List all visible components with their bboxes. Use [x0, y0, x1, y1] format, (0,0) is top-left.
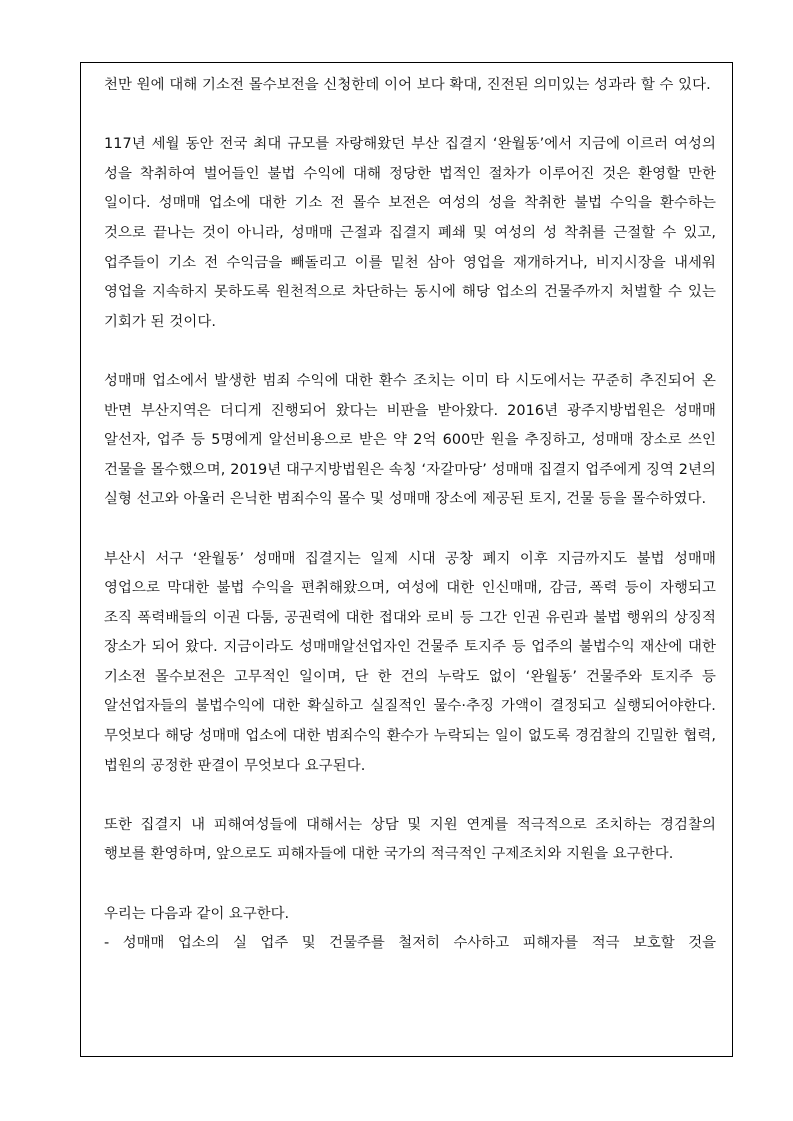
paragraph-busan-history: 부산시 서구 ‘완월동’ 성매매 집결지는 일제 시대 공창 폐지 이후 지금까지도 불법 성매매 영업으로 막대한 불법 수익을 편취해왔으며, 여성에 대한 인신매매, 감금, 폭력 등이 자행되고 조직 폭력배들의 이권 다툼, 공권력에 대한 접대와 로비 등 그간 인권 유린과 불법 행위의 상징적 장소가 되어 왔다. 지금이라도 성매매알선업자인 건물주 토지주 등 업주의 불법수익 재산에 대한 기소전 몰수보전은 고무적인 일이며, 단 한 건의 누락도 없이 ‘완월동’ 건물주와 토지주 등 알선업자들의 불법수익에 대한 확실하고 실질적인 물수·추징 가액이 결정되고 실행되어야한다. 무엇보다 해당 성매매 업소에 대한 범죄수익 환수가 누락되는 일이 없도록 경검찰의 긴밀한 협력, 법원의 공정한 판결이 무엇보다 요구된다. [104, 550, 716, 774]
paragraph-gap [104, 870, 716, 900]
paragraph-continuation: 천만 원에 대해 기소전 몰수보전을 신청한데 이어 보다 확대, 진전된 의미있는 성과라 할 수 있다. [104, 77, 711, 93]
paragraph-other-regions: 성매매 업소에서 발생한 범죄 수익에 대한 환수 조치는 이미 타 시도에서는 꾸준히 추진되어 온 반면 부산지역은 더디게 진행되어 왔다는 비판을 받아왔다. 2016년 광주지방법원은 성매매 알선자, 업주 등 5명에게 알선비용으로 받은 약 2억 600만 원을 추징하고, 성매매 장소로 쓰인 건물을 몰수했으며, 2019년 대구지방법원은 속칭 ‘자갈마당’ 성매매 집결지 업주에게 징역 2년의 실형 선고와 아울러 은닉한 범죄수익 몰수 및 성매매 장소에 제공된 토지, 건물 등을 몰수하였다. [104, 372, 716, 508]
paragraph-gap [104, 781, 716, 811]
paragraph-wanwoldong-confiscation: 117년 세월 동안 전국 최대 규모를 자랑해왔던 부산 집결지 ‘완월동’에서 지금에 이르러 여성의 성을 착취하여 벌어들인 불법 수익에 대해 정당한 법적인 절차가 이루어진 것은 환영할 만한 일이다. 성매매 업소에 대한 기소 전 몰수 보전은 여성의 성을 착취한 불법 수익을 환수하는 것으로 끝나는 것이 아니라, 성매매 근절과 집결지 폐쇄 및 여성의 성 착취를 근절할 수 있고, 업주들이 기소 전 수익금을 빼돌리고 이를 밑천 삼아 영업을 재개하거나, 비지시장을 내세워 영업을 지속하지 못하도록 원천적으로 차단하는 동시에 해당 업소의 건물주까지 처벌할 수 있는 기회가 된 것이다. [104, 136, 716, 330]
paragraph-gap [104, 101, 716, 131]
document-body [104, 71, 716, 959]
paragraph-gap [104, 515, 716, 545]
demand-item-1: - 성매매 업소의 실 업주 및 건물주를 철저히 수사하고 피해자를 적극 보호할 것을 [104, 935, 716, 952]
paragraph-gap [104, 337, 716, 367]
paragraph-victim-support: 또한 집결지 내 피해여성들에 대해서는 상담 및 지원 연계를 적극적으로 조치하는 경검찰의 행보를 환영하며, 앞으로도 피해자들에 대한 국가의 적극적인 구제조치와 지원을 요구한다. [104, 816, 716, 863]
demands-intro: 우리는 다음과 같이 요구한다. [104, 905, 290, 922]
